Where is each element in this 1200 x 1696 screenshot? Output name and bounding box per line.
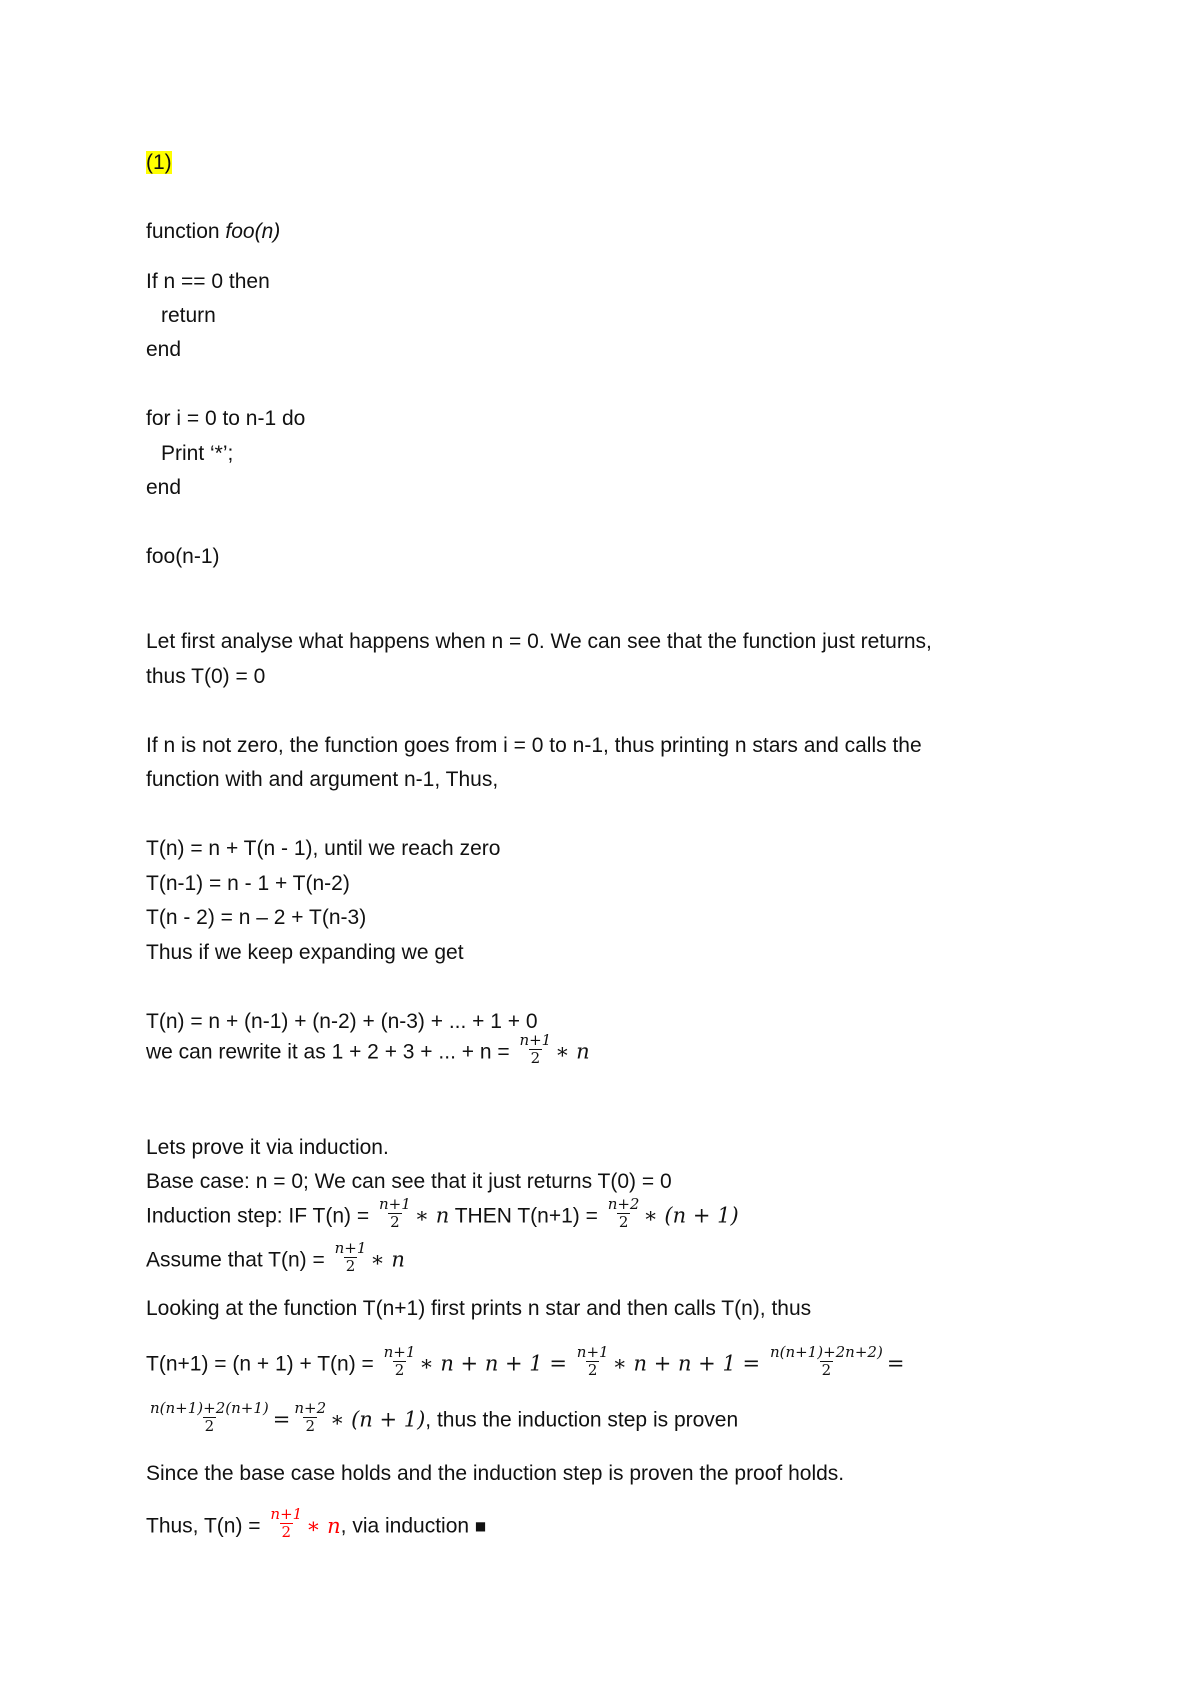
fraction: $\frac{n+1}{2}$ bbox=[378, 1195, 411, 1231]
rewrite-line: we can rewrite it as 1 + 2 + 3 + ... + n = $\frac{n+1}{2}$ ∗ n bbox=[146, 1031, 590, 1067]
result-formula: $\frac{n+1}{2}$ ∗ n bbox=[270, 1505, 341, 1541]
analysis-paragraph-2a: If n is not zero, the function goes from i = 0 to n-1, thus printing n stars and calls the bbox=[146, 734, 922, 757]
fraction: $\frac{n+1}{2}$ bbox=[576, 1343, 609, 1379]
fraction: $\frac{n+1}{2}$ bbox=[519, 1031, 552, 1067]
code-for-line: for i = 0 to n-1 do bbox=[146, 407, 306, 430]
conclusion-sentence: Since the base case holds and the induction step is proven the proof holds. bbox=[146, 1462, 845, 1485]
induction-step: Induction step: IF T(n) = $\frac{n+1}{2}$ ∗ n THEN T(n+1) = $\frac{n+2}{2}$ ∗ (n + 1) bbox=[146, 1195, 739, 1231]
fraction: $\frac{n(n+1)+2(n+1)}{2}$ bbox=[150, 1399, 269, 1435]
final-result: Thus, T(n) = $\frac{n+1}{2}$ ∗ n, via induction ■ bbox=[146, 1505, 487, 1541]
code-if-line: If n == 0 then bbox=[146, 270, 270, 293]
assumption: Assume that T(n) = $\frac{n+1}{2}$ ∗ n bbox=[146, 1239, 405, 1275]
analysis-paragraph-1a: Let first analyse what happens when n = 0. We can see that the function just returns, bbox=[146, 630, 932, 653]
fraction: $\frac{n+2}{2}$ bbox=[294, 1399, 327, 1435]
looking-at-function: Looking at the function T(n+1) first prints n star and then calls T(n), thus bbox=[146, 1297, 812, 1320]
proof-intro: Lets prove it via induction. bbox=[146, 1136, 389, 1159]
base-case: Base case: n = 0; We can see that it just returns T(0) = 0 bbox=[146, 1170, 672, 1193]
fraction: $\frac{n+1}{2}$ bbox=[270, 1505, 303, 1541]
analysis-paragraph-2b: function with and argument n-1, Thus, bbox=[146, 768, 499, 791]
analysis-paragraph-1b: thus T(0) = 0 bbox=[146, 665, 266, 688]
expanded-sum: T(n) = n + (n-1) + (n-2) + (n-3) + ... + 1 + 0 bbox=[146, 1010, 538, 1033]
induction-calculation: T(n+1) = (n + 1) + T(n) = $\frac{n+1}{2}$ ∗ n + n + 1 = $\frac{n+1}{2}$ ∗ n + n + 1 = $\frac{n(n+1)+2n+2)}{2}$ = bbox=[146, 1343, 905, 1379]
code-return-line: return bbox=[161, 304, 216, 327]
code-end-line: end bbox=[146, 338, 182, 361]
fraction: $\frac{n+1}{2}$ bbox=[383, 1343, 416, 1379]
induction-calculation-cont: $\frac{n(n+1)+2(n+1)}{2}$ = $\frac{n+2}{2}$ ∗ (n + 1), thus the induction step is proven bbox=[150, 1399, 739, 1435]
code-recursive-call: foo(n-1) bbox=[146, 545, 220, 568]
code-end-line-2: end bbox=[146, 476, 182, 499]
code-print-line: Print ‘*’; bbox=[161, 442, 234, 465]
qed-square-icon: ■ bbox=[474, 1516, 487, 1538]
recurrence-line-2: T(n-1) = n - 1 + T(n-2) bbox=[146, 872, 350, 895]
fraction: $\frac{n+2}{2}$ bbox=[607, 1195, 640, 1231]
fraction: $\frac{n+1}{2}$ bbox=[334, 1239, 367, 1275]
recurrence-line-3: T(n - 2) = n – 2 + T(n-3) bbox=[146, 906, 367, 929]
recurrence-line-1: T(n) = n + T(n - 1), until we reach zero bbox=[146, 837, 501, 860]
fraction: $\frac{n(n+1)+2n+2)}{2}$ bbox=[769, 1343, 883, 1379]
recurrence-line-4: Thus if we keep expanding we get bbox=[146, 941, 464, 964]
code-function-line: function foo(n) bbox=[146, 220, 281, 243]
section-number: (1) bbox=[146, 151, 172, 174]
